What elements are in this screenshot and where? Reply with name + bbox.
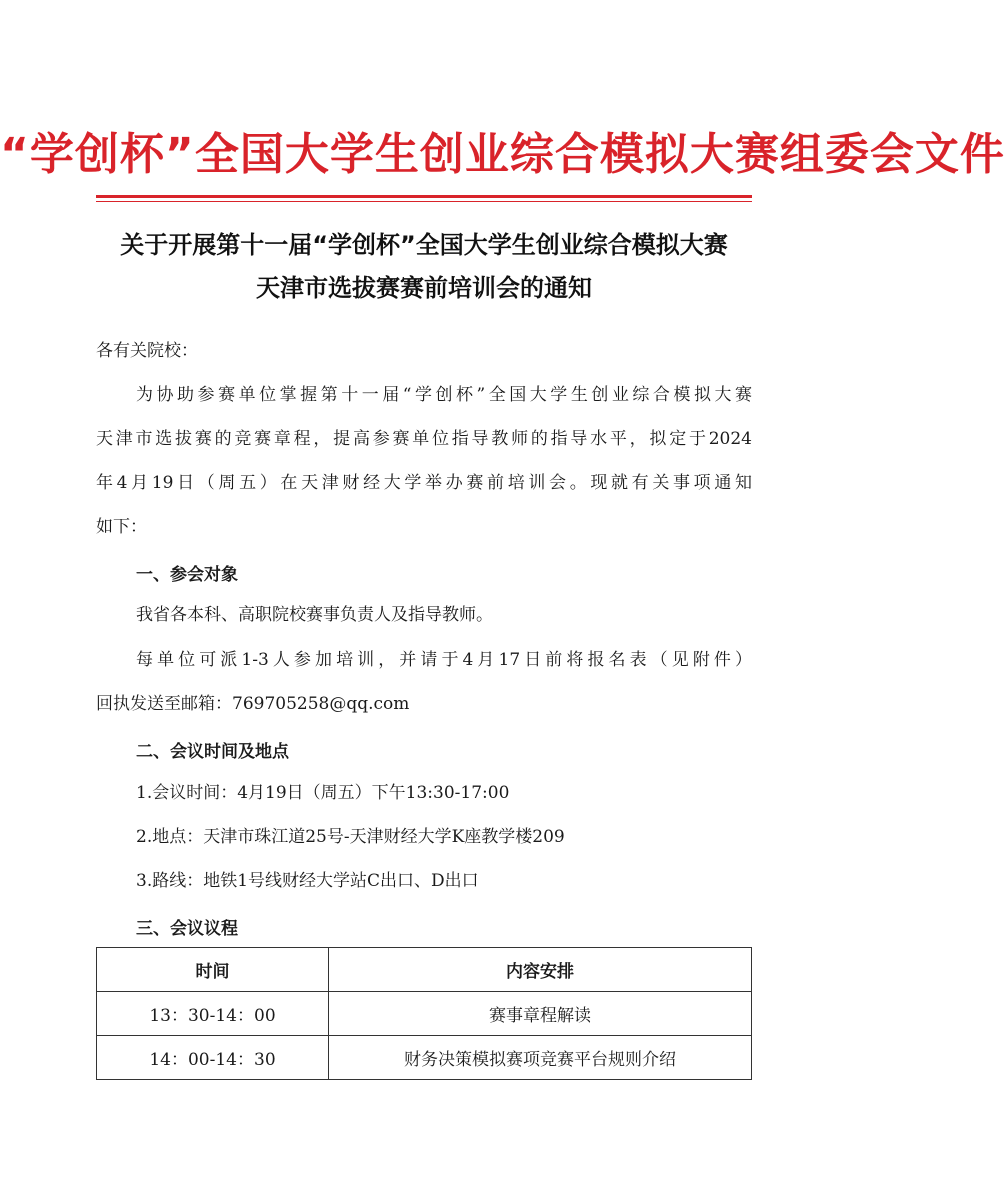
section-2-heading: 二、会议时间及地点 — [136, 742, 289, 762]
intro-line-1: 为协助参赛单位掌握第十一届“学创杯”全国大学生创业综合模拟大赛 — [136, 385, 752, 405]
table-row — [97, 992, 752, 1036]
salutation: 各有关院校： — [96, 341, 198, 361]
table-row — [97, 1036, 752, 1080]
section-2-item-2: 2.地点：天津市珠江道25号-天津财经大学K座教学楼209 — [136, 827, 565, 847]
intro-line-3: 年4月19日（周五）在天津财经大学举办赛前培训会。现就有关事项通知 — [96, 473, 752, 493]
header-rule-thin — [96, 201, 752, 202]
agenda-header-content: 内容安排 — [329, 948, 752, 992]
agenda-content-cell: 赛事章程解读 — [329, 992, 752, 1036]
agenda-header-time: 时间 — [97, 948, 329, 992]
agenda-table — [96, 947, 752, 1080]
agenda-content-cell: 财务决策模拟赛项竞赛平台规则介绍 — [329, 1036, 752, 1080]
section-1-paragraph-2-line-1: 每单位可派1-3人参加培训，并请于4月17日前将报名表（见附件） — [136, 650, 752, 670]
document-header-title: “学创杯”全国大学生创业综合模拟大赛组委会文件 — [0, 129, 1005, 180]
section-2-item-1: 1.会议时间：4月19日（周五）下午13:30-17:00 — [136, 783, 510, 803]
notice-title-line-1: 关于开展第十一届“学创杯”全国大学生创业综合模拟大赛 — [120, 231, 728, 259]
header-rule-thick — [96, 195, 752, 198]
notice-title-line-2: 天津市选拔赛赛前培训会的通知 — [256, 274, 592, 302]
intro-line-2: 天津市选拔赛的竞赛章程，提高参赛单位指导教师的指导水平，拟定于2024 — [96, 429, 752, 449]
intro-line-4: 如下： — [96, 517, 147, 537]
section-1-paragraph-1: 我省各本科、高职院校赛事负责人及指导教师。 — [136, 605, 493, 625]
agenda-header-row — [97, 948, 752, 992]
agenda-time-cell: 14：00-14：30 — [97, 1036, 329, 1080]
section-1-paragraph-2-line-2: 回执发送至邮箱：769705258@qq.com — [96, 694, 410, 714]
section-3-heading: 三、会议议程 — [136, 919, 238, 939]
section-2-item-3: 3.路线：地铁1号线财经大学站C出口、D出口 — [136, 871, 479, 891]
section-1-heading: 一、参会对象 — [136, 565, 238, 585]
agenda-time-cell: 13：30-14：00 — [97, 992, 329, 1036]
